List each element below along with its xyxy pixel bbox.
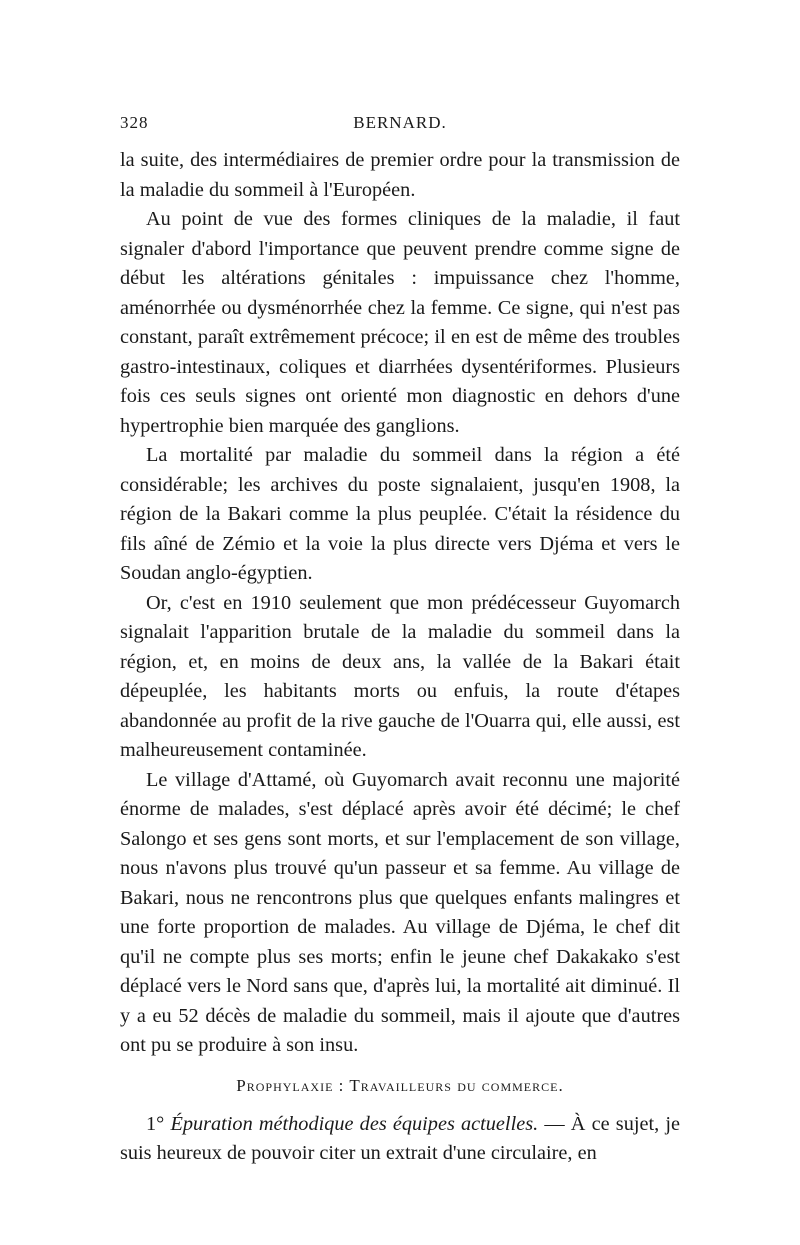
section-heading xyxy=(120,1071,680,1100)
section-title: Prophylaxie : Travailleurs du commerce. xyxy=(236,1075,564,1095)
paragraph-clinical-forms: Au point de vue des formes cliniques de la maladie, il faut signaler d'abord l'importance que peuvent prendre comme signe de début les altérations génitales : impuissance chez l'homme, aménorrhée ou dysménorrhée chez la femme. Ce signe, qui n'est pas constant, paraît extrêmement précoce; il en est de même des troubles gastro-intestinaux, coliques et diarrhées dysentériformes. Plusieurs fois ces seuls signes ont orienté mon diagnostic en dehors d'une hypertrophie bien marquée des ganglions. xyxy=(120,208,680,437)
paragraph-1910-outbreak: Or, c'est en 1910 seulement que mon prédécesseur Guyomarch signalait l'apparition brutale de la maladie du sommeil dans la région, et, en moins de deux ans, la vallée de la Bakari était dépeuplée, les habitants morts ou enfuis, la route d'étapes abandonnée au profit de la rive gauche de l'Ouarra qui, elle aussi, est malheureusement contaminée. xyxy=(120,591,680,761)
page-number: 328 xyxy=(120,113,149,132)
running-head: BERNARD. xyxy=(353,113,447,132)
body-text xyxy=(120,146,680,1169)
paragraph-villages: Le village d'Attamé, où Guyomarch avait reconnu une majorité énorme de malades, s'est déplacé après avoir été décimé; le chef Salongo et ses gens sont morts, et sur l'emplacement de son village, nous n'avons plus trouvé qu'un passeur et sa femme. Au village de Bakari, nous ne rencontrons plus que quelques enfants malingres et une forte proportion de malades. Au village de Djéma, le chef dit qu'il ne compte plus ses morts; enfin le jeune chef Dakakako s'est déplacé vers le Nord sans que, d'après lui, la mortalité ait diminué. Il y a eu 52 décès de maladie du sommeil, mais il ajoute que d'autres ont pu se produire à son insu. xyxy=(120,768,680,1056)
paragraph-mortality: La mortalité par maladie du sommeil dans la région a été considérable; les archives du poste signalaient, jusqu'en 1908, la région de la Bakari comme la plus peuplée. C'était la résidence du fils aîné de Zémio et la voie la plus directe vers Djéma et vers le Soudan anglo-égyptien. xyxy=(120,444,680,584)
item-number: 1° xyxy=(146,1112,165,1135)
item-title: Épuration méthodique des équipes actuelles. xyxy=(170,1112,539,1135)
item-text: — À ce sujet, je suis heureux de pouvoir citer un extrait d'une circulaire, en xyxy=(120,1112,680,1164)
page-header xyxy=(120,113,680,143)
paragraph-epuration xyxy=(120,1110,680,1169)
paragraph-continuation: la suite, des intermédiaires de premier ordre pour la transmission de la maladie du sommeil à l'Européen. xyxy=(120,149,680,201)
